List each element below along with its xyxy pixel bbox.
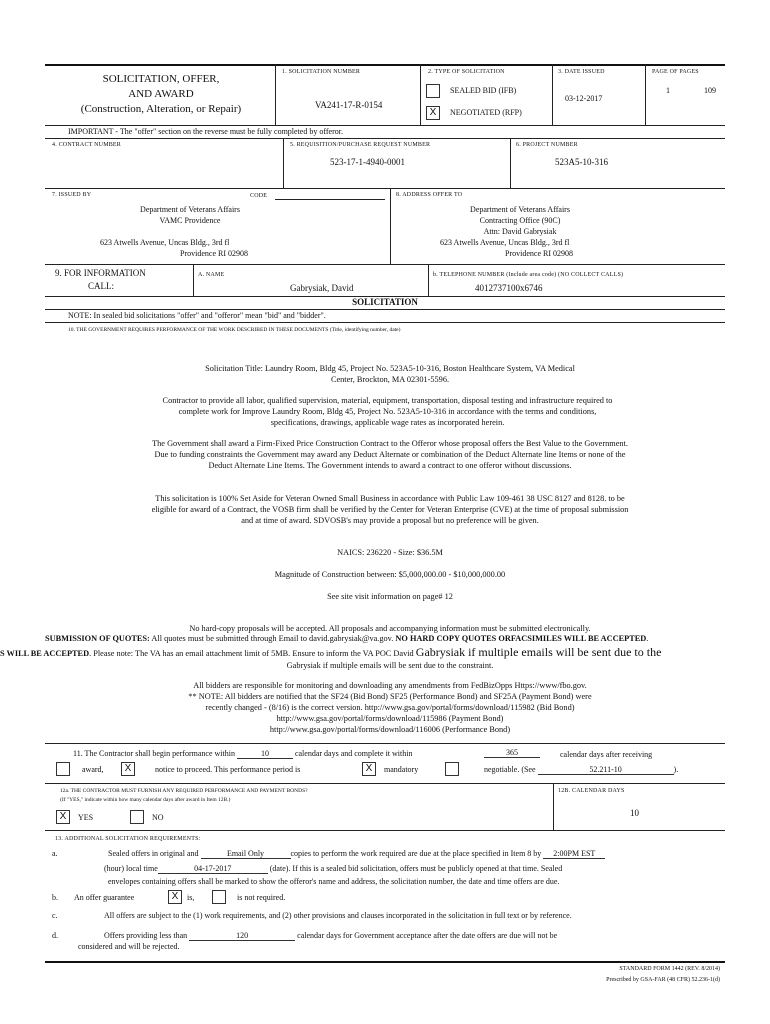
rule [45, 264, 725, 265]
sealed-bid-label: SEALED BID (IFB) [450, 86, 517, 95]
block11-text: 11. The Contractor shall begin performance within [73, 749, 235, 758]
telephone-label: b. TELEPHONE NUMBER (Include area code) (NO COLLECT CALLS) [433, 272, 624, 278]
divider [510, 138, 511, 188]
copies-field[interactable]: Email Only [201, 849, 291, 859]
important-note: IMPORTANT - The "offer" section on the reverse must be fully completed by offeror. [68, 127, 343, 136]
bottom-rule [45, 961, 725, 963]
overflow-text: . Please note: The VA has an email attachment limit of 5MB. Ensure to inform the VA POC David [89, 649, 416, 658]
mandatory-label: mandatory [384, 765, 419, 774]
date-issued[interactable]: 03-12-2017 [565, 94, 603, 103]
bonds-yes-checkbox[interactable]: X [56, 810, 70, 824]
bidders-note: recently changed - (8/16) is the correct version. http://www.gsa.gov/portal/forms/download/115982 (Bid Bond) [205, 703, 575, 712]
additional-requirements-label: 13. ADDITIONAL SOLICITATION REQUIREMENTS: [55, 836, 201, 842]
block10-label-text: 10. THE GOVERNMENT REQUIRES PERFORMANCE OF THE WORK DESCRIBED IN THESE DOCUMENTS [68, 327, 329, 333]
bidders-note: All bidders are responsible for monitoring and downloading any amendments from FedBizOpps Https://www/fbo.gov. [193, 681, 587, 690]
submission-text: All quotes must be submitted through Email to david.gabrysiak@va.gov. [149, 634, 396, 643]
performance-complete-days[interactable]: 365 [484, 748, 540, 758]
address-line: Department of Veterans Affairs [470, 205, 570, 214]
solicitation-title: Solicitation Title: Laundry Room, Bldg 45, Project No. 523A5-10-316, Boston Healthcare System, VA Medical Center, Brockton, MA 02301-5596. [205, 364, 575, 384]
rule [45, 783, 725, 784]
bidders-note: ** NOTE: All bidders are notified that the SF24 (Bid Bond) SF25 (Performance Bond) and SF25A (Payment Bond) were [188, 692, 592, 701]
issued-by-line: VAMC Providence [159, 216, 221, 225]
negotiated-label: NEGOTIATED (RFP) [450, 108, 522, 117]
requisition-number[interactable]: 523-17-1-4940-0001 [330, 157, 405, 167]
block11-close: ). [673, 765, 679, 774]
set-aside-paragraph: This solicitation is 100% Set Aside for Veteran Owned Small Business in accordance with Public Law 109-461 38 USC 8127 and 8128. to be eligible for award of a Contract, the VOSB firm shall be verified by the Center for Veteran Enterprise (CVE) at the time of proposal submission and at time of award. SDVOSB's may provide a proposal but no preference will be given. [151, 494, 629, 525]
top-rule [45, 64, 725, 66]
site-visit-note: See site visit information on page# 12 [327, 592, 453, 601]
divider [552, 64, 553, 125]
email-constraint-note: Gabrysiak if multiple emails will be sent due to the constraint. [286, 661, 494, 670]
information-call-label: CALL: [88, 281, 114, 291]
block10-label-note: (Title, identifying number, date) [329, 327, 401, 333]
requirement-a-line1 [108, 849, 605, 859]
issued-by-line: Providence RI 02908 [180, 249, 248, 258]
rule [45, 743, 725, 744]
requirement-d-line1 [104, 931, 557, 941]
form-title-line: (Construction, Alteration, or Repair) [80, 103, 242, 115]
requirement-a-line2 [104, 864, 562, 874]
contact-name[interactable]: Gabrysiak, David [290, 283, 354, 293]
form-title-line: SOLICITATION, OFFER, [102, 73, 220, 85]
rule [45, 830, 725, 831]
bonds-no-checkbox[interactable] [130, 810, 144, 824]
requirement-a-text: (date). If this is a sealed bid solicitation, offers must be publicly opened at that time. Sealed [269, 864, 563, 873]
project-number[interactable]: 523A5-10-316 [555, 157, 608, 167]
solicitation-number-label: 1. SOLICITATION NUMBER [282, 69, 361, 75]
bid-form-link[interactable]: http://www.gsa.gov/portal/forms/download/116006 (Performance Bond) [269, 725, 511, 734]
submission-line [45, 634, 770, 643]
requirement-d-text: calendar days for Government acceptance after the date offers are due will not be [297, 931, 558, 940]
divider [553, 783, 554, 830]
overflow-line [0, 645, 770, 660]
bonds-required-sublabel: (If "YES," indicate within how many calendar days after award in Item 12B.) [60, 797, 231, 803]
address-line: Providence RI 02908 [505, 249, 573, 258]
rule [45, 188, 725, 189]
naics-code: NAICS: 236220 - Size: $36.5M [337, 548, 443, 557]
block10-label [68, 327, 400, 333]
item-letter: d. [52, 931, 58, 940]
block11-line1 [73, 749, 412, 759]
requirement-a-text: copies to perform the work required are due at the place specified in Item 8 by [290, 849, 542, 858]
bonds-no-label: NO [152, 813, 164, 822]
item-letter: a. [52, 849, 58, 858]
form-title [50, 72, 272, 117]
information-call-label: 9. FOR INFORMATION [55, 268, 146, 278]
page-number: 1 [666, 86, 670, 95]
negotiable-line [484, 765, 678, 775]
offer-guarantee-label: An offer guarantee [74, 893, 135, 902]
contract-number-label: 4. CONTRACT NUMBER [52, 142, 121, 148]
rule [45, 309, 725, 310]
requisition-number-label: 5. REQUISITION/PURCHASE REQUEST NUMBER [290, 142, 431, 148]
bonds-required-label: 12a. THE CONTRACTOR MUST FURNISH ANY REQUIRED PERFORMANCE AND PAYMENT BONDS? [60, 788, 308, 794]
address-offer-to-label: 8. ADDRESS OFFER TO [396, 192, 463, 198]
acceptance-days-field[interactable]: 120 [189, 931, 295, 941]
page-of-pages-label: PAGE OF PAGES [652, 69, 699, 75]
form-title-line: AND AWARD [128, 88, 194, 100]
type-of-solicitation-label: 2. TYPE OF SOLICITATION [428, 69, 505, 75]
see-clause-reference[interactable]: 52.211-10 [538, 765, 674, 775]
submission-bold: SUBMISSION OF QUOTES: [45, 634, 150, 643]
issued-by-line: Department of Veterans Affairs [140, 205, 240, 214]
issued-by-line: 623 Atwells Avenue, Uncas Bldg., 3rd fl [100, 238, 230, 247]
solicitation-number[interactable]: VA241-17-R-0154 [315, 100, 383, 110]
due-date-field[interactable]: 04-17-2017 [158, 864, 268, 874]
hardcopy-note: No hard-copy proposals will be accepted. All proposals and accompanying information must be submitted electronically. [189, 624, 591, 633]
divider [283, 138, 284, 188]
requirement-d-text: considered and will be rejected. [78, 942, 180, 951]
award-label: award, [82, 765, 104, 774]
award-checkbox[interactable] [56, 762, 70, 776]
bid-form-link[interactable]: http://www.gsa.gov/portal/forms/download/115986 (Payment Bond) [276, 714, 504, 723]
address-line: Attn: David Gabrysiak [483, 227, 557, 236]
negotiable-label: negotiable. (See [484, 765, 536, 774]
guarantee-not-label: is not required. [237, 893, 286, 902]
sealed-bid-checkbox[interactable] [426, 84, 440, 98]
block11-text: calendar days after receiving [560, 750, 653, 759]
divider [645, 64, 646, 125]
requirement-d-text: Offers providing less than [104, 931, 188, 940]
mandatory-checkbox[interactable]: X [362, 762, 376, 776]
negotiable-checkbox[interactable] [445, 762, 459, 776]
code-label: CODE [250, 193, 268, 199]
form-number: STANDARD FORM 1442 (REV. 8/2014) [619, 966, 720, 972]
solicitation-heading: SOLICITATION [352, 297, 418, 307]
total-pages: 109 [704, 86, 716, 95]
overflow-large-text: Gabrysiak if multiple emails will be sent due to the [415, 645, 662, 659]
award-paragraph: The Government shall award a Firm-Fixed Price Construction Contract to the Offeror whose proposal offers the Best Value to the Government. Due to funding constraints the Government may award any Deduct Alternate or combination of the Deduct Alternate line Items or none of the Deduct Alternate Line Items. The Government intends to award a contract to one offeror without discussions. [152, 439, 628, 470]
sealed-bid-note: NOTE: In sealed bid solicitations "offer" and "offeror" mean "bid" and "bidder". [68, 311, 326, 320]
rule [45, 322, 725, 323]
scope-paragraph: Contractor to provide all labor, qualified supervision, material, equipment, transportation, disposal testing and infrastructure required to complete work for Improve Laundry Room, Bldg 45, Project No. 523A5-10-316 in accordance with the terms and conditions, specifications, drawings, applicable wage rates as incorporated herein. [162, 396, 613, 427]
date-issued-label: 3. DATE ISSUED [558, 69, 605, 75]
divider [390, 188, 391, 264]
overflow-bold: S WILL BE ACCEPTED [0, 649, 90, 658]
requirement-a-text: Sealed offers in original and [108, 849, 199, 858]
project-number-label: 6. PROJECT NUMBER [516, 142, 578, 148]
notice-to-proceed-label: notice to proceed. This performance period is [155, 765, 301, 774]
notice-to-proceed-checkbox[interactable]: X [121, 762, 135, 776]
calendar-days-value[interactable]: 10 [630, 808, 639, 818]
guarantee-is-label: is, [187, 893, 195, 902]
magnitude-of-construction: Magnitude of Construction between: $5,000,000.00 - $10,000,000.00 [274, 570, 506, 579]
due-time-field[interactable]: 2:00PM EST [543, 849, 605, 859]
address-line: 623 Atwells Avenue, Uncas Bldg., 3rd fl [440, 238, 570, 247]
guarantee-is-checkbox[interactable]: X [168, 890, 182, 904]
submission-bold-warning: NO HARD COPY QUOTES ORFACSIMILES WILL BE ACCEPTED [395, 634, 647, 643]
item-letter: b. [52, 893, 58, 902]
telephone-number[interactable]: 4012737100x6746 [475, 283, 543, 293]
negotiated-checkbox[interactable]: X [426, 106, 440, 120]
code-field[interactable] [275, 199, 385, 200]
rule [45, 125, 725, 126]
prescribed-by: Prescribed by GSA-FAR (48 CFR) 52.236-1(d) [606, 977, 720, 983]
requirement-a-text: envelopes containing offers shall be marked to show the offeror's name and address, the solicitation number, the date and time offers are due. [108, 877, 560, 886]
item-letter: c. [52, 911, 58, 920]
submission-end: . [646, 634, 649, 643]
divider [420, 64, 421, 125]
performance-begin-days[interactable]: 10 [237, 749, 293, 759]
address-line: Contracting Office (90C) [479, 216, 561, 225]
divider [193, 264, 194, 296]
block11-text: calendar days and complete it within [294, 749, 413, 758]
requirement-c-text: All offers are subject to the (1) work requirements, and (2) other provisions and clauses incorporated in the solicitation in full text or by reference. [104, 911, 572, 920]
calendar-days-label: 12B. CALENDAR DAYS [558, 788, 625, 794]
divider [275, 64, 276, 125]
rule [45, 138, 725, 139]
complete-days-field [484, 748, 540, 758]
divider [428, 264, 429, 296]
issued-by-label: 7. ISSUED BY [52, 192, 92, 198]
bonds-yes-label: YES [78, 813, 94, 822]
contact-name-label: A. NAME [198, 272, 225, 278]
requirement-a-text: (hour) local time [104, 864, 158, 873]
guarantee-not-checkbox[interactable] [212, 890, 226, 904]
